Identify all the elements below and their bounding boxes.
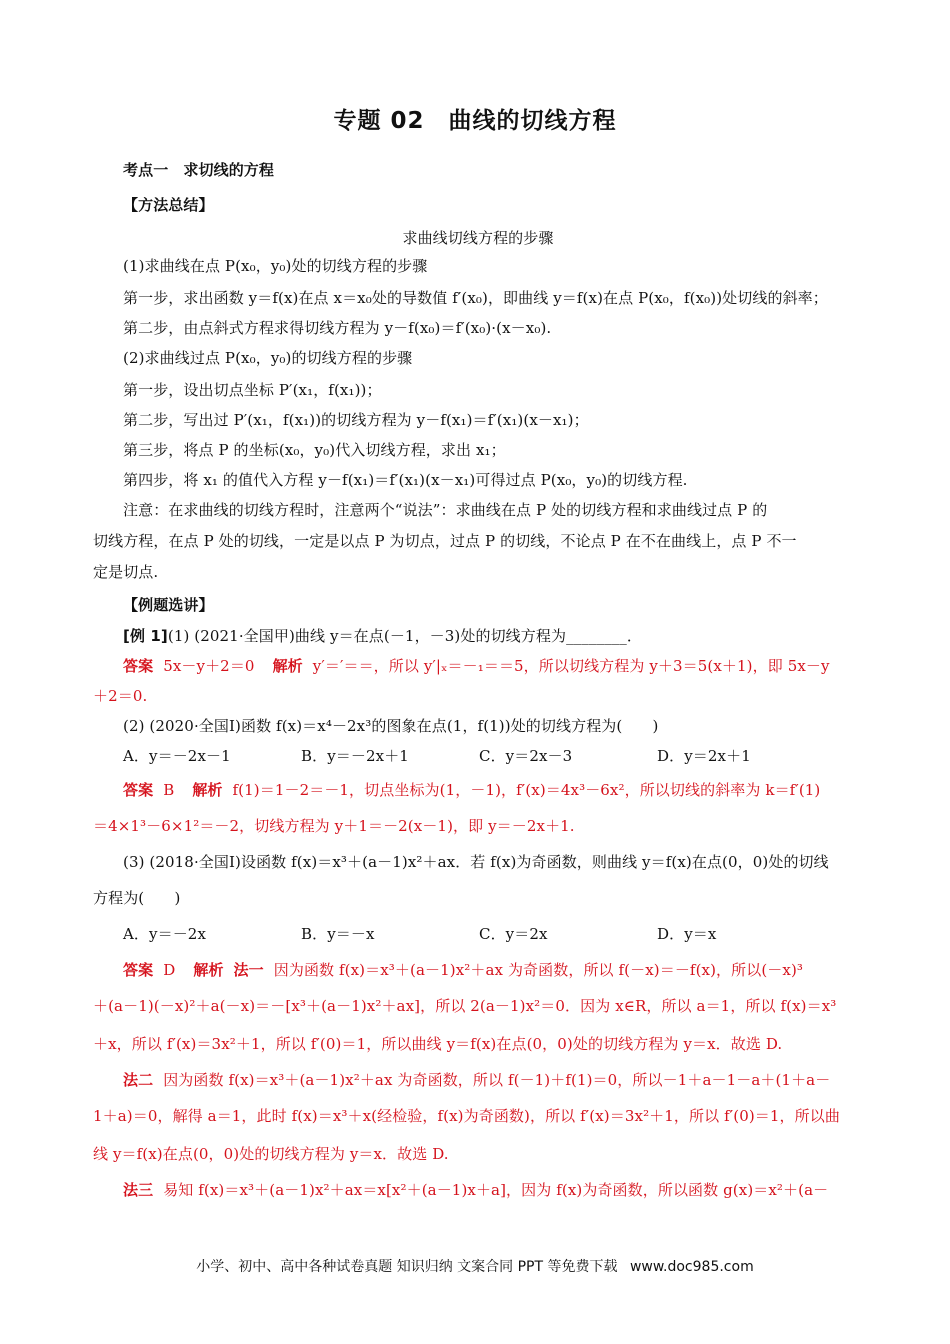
section-heading: 考点一 求切线的方程	[123, 161, 275, 179]
step-line: 第三步，将点 P 的坐标(x₀，y₀)代入切线方程，求出 x₁；	[123, 441, 506, 459]
example1-q2: (2) (2020·全国Ⅰ)函数 f(x)＝x⁴－2x³的图象在点(1，f(1))处的切线方程为( )	[123, 717, 659, 735]
step-line: 第二步，由点斜式方程求得切线方程为 y－f(x₀)＝f′(x₀)·(x－x₀).	[123, 319, 552, 337]
method1-line: 因为函数 f(x)＝x³＋(a－1)x²＋ax 为奇函数，所以 f(－x)＝－f(x)，所以(－x)³	[273, 961, 804, 979]
example1-q3-cont: 方程为( )	[93, 889, 181, 907]
answer-label: 答案	[123, 781, 154, 799]
example-label: [例 1]	[123, 627, 168, 645]
note-line: 注意：在求曲线的切线方程时，注意两个“说法”：求曲线在点 P 处的切线方程和求曲线过点 P 的	[123, 501, 768, 519]
option-c: C．y＝2x－3	[479, 747, 573, 765]
step-line: 第四步，将 x₁ 的值代入方程 y－f(x₁)＝f′(x₁)(x－x₁)可得过点 P(x₀，y₀)的切线方程.	[123, 471, 688, 489]
analysis-label: 解析	[272, 657, 303, 675]
example1-q3: (3) (2018·全国Ⅰ)设函数 f(x)＝x³＋(a－1)x²＋ax．若 f(x)为奇函数，则曲线 y＝f(x)在点(0，0)处的切线	[123, 853, 829, 871]
analysis-label: 解析	[192, 781, 223, 799]
option-d: D．y＝x	[657, 925, 717, 943]
step-line: 第一步，设出切点坐标 P′(x₁，f(x₁))；	[123, 381, 382, 399]
q1-text: (1) (2021·全国甲)曲线 y＝在点(－1，－3)处的切线方程为________．	[167, 627, 642, 645]
q1-analysis-cont: ＋2＝0.	[93, 687, 148, 705]
q3-answer: D	[163, 961, 176, 979]
option-a: A．y＝－2x－1	[123, 747, 231, 765]
option-b: B．y＝－2x＋1	[301, 747, 409, 765]
note-line: 定是切点.	[93, 563, 159, 581]
step-line: 第一步，求出函数 y＝f(x)在点 x＝x₀处的导数值 f′(x₀)，即曲线 y＝f(x)在点 P(x₀，f(x₀))处切线的斜率；	[123, 289, 828, 307]
method2-first	[123, 1070, 893, 1090]
q3-answer-line	[123, 960, 893, 980]
method2-line: 1＋a)＝0，解得 a＝1，此时 f(x)＝x³＋x(经检验，f(x)为奇函数)，所以 f′(x)＝3x²＋1，所以 f′(0)＝1，所以曲	[93, 1107, 840, 1125]
option-d: D．y＝2x＋1	[657, 747, 751, 765]
method-header: 【方法总结】	[123, 196, 214, 214]
q2-answer: B	[163, 781, 175, 799]
method2-label: 法二	[123, 1071, 154, 1089]
footer-url[interactable]: www.doc985.com	[629, 1259, 754, 1275]
method1-line: ＋(a－1)(－x)²＋a(－x)＝－[x³＋(a－1)x²＋ax]，所以 2(a－1)x²＝0．因为 x∈R，所以 a＝1，所以 f(x)＝x³	[93, 997, 837, 1015]
q2-analysis-cont: ＝4×1³－6×1²＝－2，切线方程为 y＋1＝－2(x－1)，即 y＝－2x＋1.	[93, 817, 575, 835]
note-line: 切线方程，在点 P 处的切线，一定是以点 P 为切点，过点 P 的切线，不论点 P 在不在曲线上，点 P 不一	[93, 532, 797, 550]
option-b: B．y＝－x	[301, 925, 375, 943]
page-title: 专题 02 曲线的切线方程	[333, 108, 617, 134]
example1-q1	[123, 626, 893, 646]
answer-label: 答案	[123, 961, 154, 979]
q2-answer-line	[123, 780, 893, 800]
page-footer	[0, 1256, 950, 1276]
q1-answer-line	[123, 656, 893, 676]
q2-analysis: f(1)＝1－2＝－1，切点坐标为(1，－1)，f′(x)＝4x³－6x²，所以切线的斜率为 k＝f′(1)	[232, 781, 821, 799]
method1-line: ＋x，所以 f′(x)＝3x²＋1，所以 f′(0)＝1，所以曲线 y＝f(x)在点(0，0)处的切线方程为 y＝x．故选 D.	[93, 1035, 783, 1053]
step-line: (1)求曲线在点 P(x₀，y₀)处的切线方程的步骤	[123, 257, 428, 275]
method2-line: 因为函数 f(x)＝x³＋(a－1)x²＋ax 为奇函数，所以 f(－1)＋f(1)＝0，所以－1＋a－1－a＋(1＋a－	[163, 1071, 831, 1089]
method2-line: 线 y＝f(x)在点(0，0)处的切线方程为 y＝x．故选 D.	[93, 1145, 449, 1163]
footer-text: 小学、初中、高中各种试卷真题 知识归纳 文案合同 PPT 等免费下载	[196, 1259, 618, 1275]
method3-label: 法三	[123, 1181, 154, 1199]
q3-options	[123, 924, 893, 944]
method3-first	[123, 1180, 893, 1200]
step-line: (2)求曲线过点 P(x₀，y₀)的切线方程的步骤	[123, 349, 413, 367]
option-c: C．y＝2x	[479, 925, 548, 943]
q1-analysis: y′＝′＝＝，所以 y′|ₓ＝－₁＝＝5，所以切线方程为 y＋3＝5(x＋1)，即 5x－y	[312, 657, 830, 675]
method1-label: 法一	[233, 961, 264, 979]
method-subtitle: 求曲线切线方程的步骤	[402, 229, 554, 247]
step-line: 第二步，写出过 P′(x₁，f(x₁))的切线方程为 y－f(x₁)＝f′(x₁)(x－x₁)；	[123, 411, 589, 429]
analysis-label: 解析	[193, 961, 224, 979]
answer-label: 答案	[123, 657, 154, 675]
example-header: 【例题选讲】	[123, 596, 214, 614]
method3-line: 易知 f(x)＝x³＋(a－1)x²＋ax＝x[x²＋(a－1)x＋a]，因为 f(x)为奇函数，所以函数 g(x)＝x²＋(a－	[163, 1181, 829, 1199]
q2-options	[123, 746, 893, 766]
option-a: A．y＝－2x	[123, 925, 207, 943]
q1-answer: 5x－y＋2＝0	[163, 657, 255, 675]
